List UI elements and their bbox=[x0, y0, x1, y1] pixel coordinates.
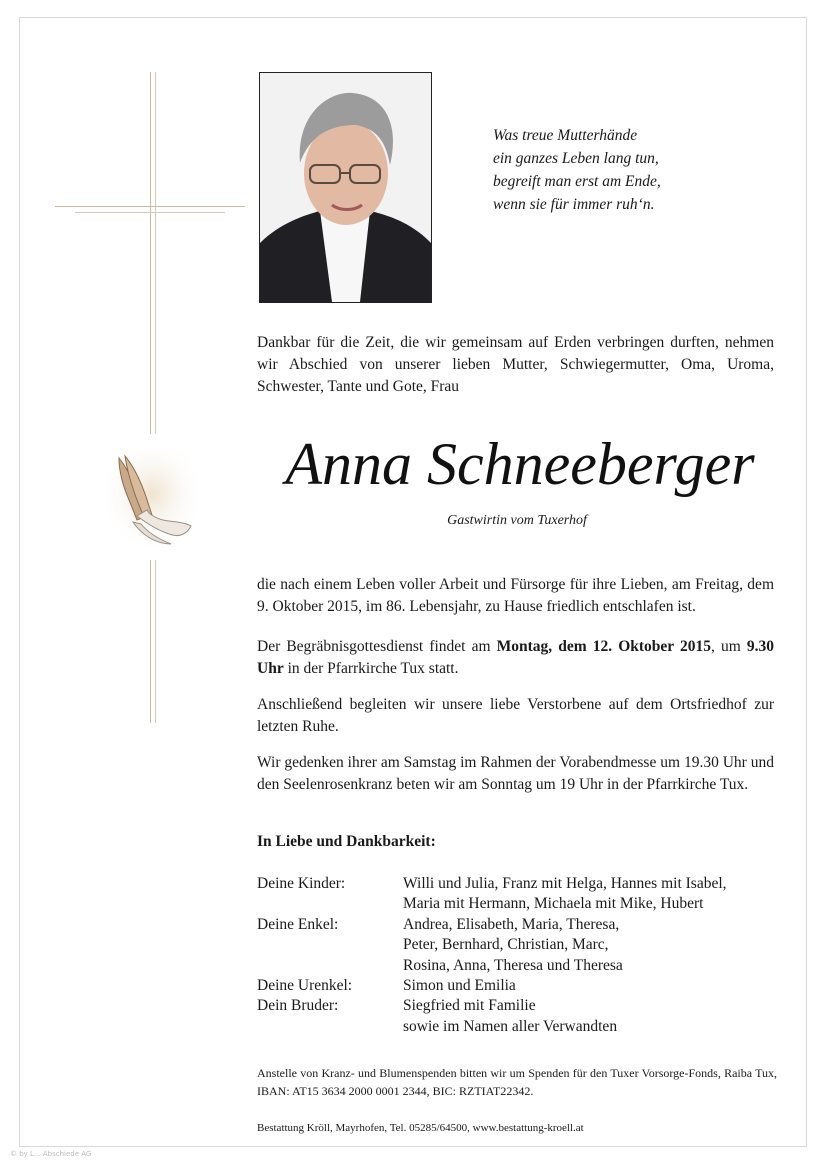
funeral-text bbox=[257, 636, 774, 680]
family-line: Willi und Julia, Franz mit Helga, Hannes mit Isabel, bbox=[403, 875, 727, 892]
poem bbox=[493, 124, 793, 216]
funeral-date: Montag, dem 12. Oktober 2015 bbox=[496, 638, 711, 655]
funeral-mid: , um bbox=[711, 638, 747, 655]
family-row bbox=[257, 976, 777, 996]
poem-line: Was treue Mutterhände bbox=[493, 127, 638, 144]
cross-vertical-line-lower bbox=[155, 560, 156, 723]
funeral-home-footer: Bestattung Kröll, Mayrhofen, Tel. 05285/64500, www.bestattung-kroell.at bbox=[257, 1122, 584, 1134]
mourners-heading: In Liebe und Dankbarkeit: bbox=[257, 833, 436, 850]
death-notice-text: die nach einem Leben voller Arbeit und Fürsorge für ihre Lieben, am Freitag, dem 9. Oktober 2015, im 86. Lebensjahr, zu Hause friedlich entschlafen ist. bbox=[257, 576, 774, 615]
family-row bbox=[257, 915, 777, 976]
family-names bbox=[403, 874, 777, 915]
family-row bbox=[257, 996, 777, 1037]
deceased-name-text: Anna Schneeberger bbox=[285, 431, 755, 497]
family-names bbox=[403, 996, 777, 1037]
poem-line: begreift man erst am Ende, bbox=[493, 173, 661, 190]
family-label: Deine Enkel: bbox=[257, 915, 339, 933]
family-line: sowie im Namen aller Verwandten bbox=[403, 1017, 618, 1035]
intro-text: Dankbar für die Zeit, die wir gemeinsam auf Erden verbringen durften, nehmen wir Abschied von unserer lieben Mutter, Schwiegermutter, Oma, Uroma, Schwester, Tante und Gote, Frau bbox=[257, 334, 774, 395]
burial-text: Anschließend begleiten wir unsere liebe Verstorbene auf dem Ortsfriedhof zur letzten Ruhe. bbox=[257, 696, 774, 735]
deceased-name bbox=[250, 418, 790, 508]
family-line: Siegfried mit Familie bbox=[403, 997, 536, 1015]
funeral-time: 9.30 Uhr bbox=[257, 638, 774, 677]
family-label: Deine Kinder: bbox=[257, 875, 346, 892]
family-label: Dein Bruder: bbox=[257, 997, 339, 1015]
poem-line: wenn sie für immer ruh‘n. bbox=[493, 196, 655, 213]
cross-vertical-line bbox=[150, 72, 151, 434]
family-row bbox=[257, 874, 777, 915]
cross-horizontal-line bbox=[55, 206, 245, 207]
family-label: Deine Urenkel: bbox=[257, 977, 353, 995]
family-names bbox=[403, 976, 777, 996]
family-line: Rosina, Anna, Theresa und Theresa bbox=[403, 956, 623, 974]
memorial-text: Wir gedenken ihrer am Samstag im Rahmen der Vorabendmesse um 19.30 Uhr und den Seelenrosenkranz beten wir am Sonntag um 19 Uhr in der Pfarrkirche Tux. bbox=[257, 754, 774, 793]
family-line: Andrea, Elisabeth, Maria, Theresa, bbox=[403, 915, 620, 933]
praying-hands-icon bbox=[107, 450, 197, 548]
cross-vertical-line-lower bbox=[150, 560, 151, 723]
family-line: Maria mit Hermann, Michaela mit Mike, Hubert bbox=[403, 895, 704, 913]
portrait-photo bbox=[259, 72, 432, 303]
cross-horizontal-line bbox=[75, 212, 225, 213]
family-line: Peter, Bernhard, Christian, Marc, bbox=[403, 936, 609, 954]
funeral-prefix: Der Begräbnisgottesdienst findet am bbox=[257, 638, 497, 655]
poem-line: ein ganzes Leben lang tun, bbox=[493, 150, 659, 167]
donation-note: Anstelle von Kranz- und Blumenspenden bitten wir um Spenden für den Tuxer Vorsorge-Fonds, Raiba Tux, IBAN: AT15 3634 2000 0001 2344, BIC: RZTIAT22342. bbox=[257, 1066, 777, 1098]
family-list bbox=[257, 874, 777, 1037]
family-names bbox=[403, 915, 777, 976]
deceased-role: Gastwirtin vom Tuxerhof bbox=[447, 513, 587, 528]
cross-vertical-line bbox=[155, 72, 156, 434]
family-line: Simon und Emilia bbox=[403, 977, 516, 995]
corner-mark: © by L... Abschiede AG bbox=[10, 1150, 92, 1158]
funeral-suffix: in der Pfarrkirche Tux statt. bbox=[283, 660, 459, 677]
